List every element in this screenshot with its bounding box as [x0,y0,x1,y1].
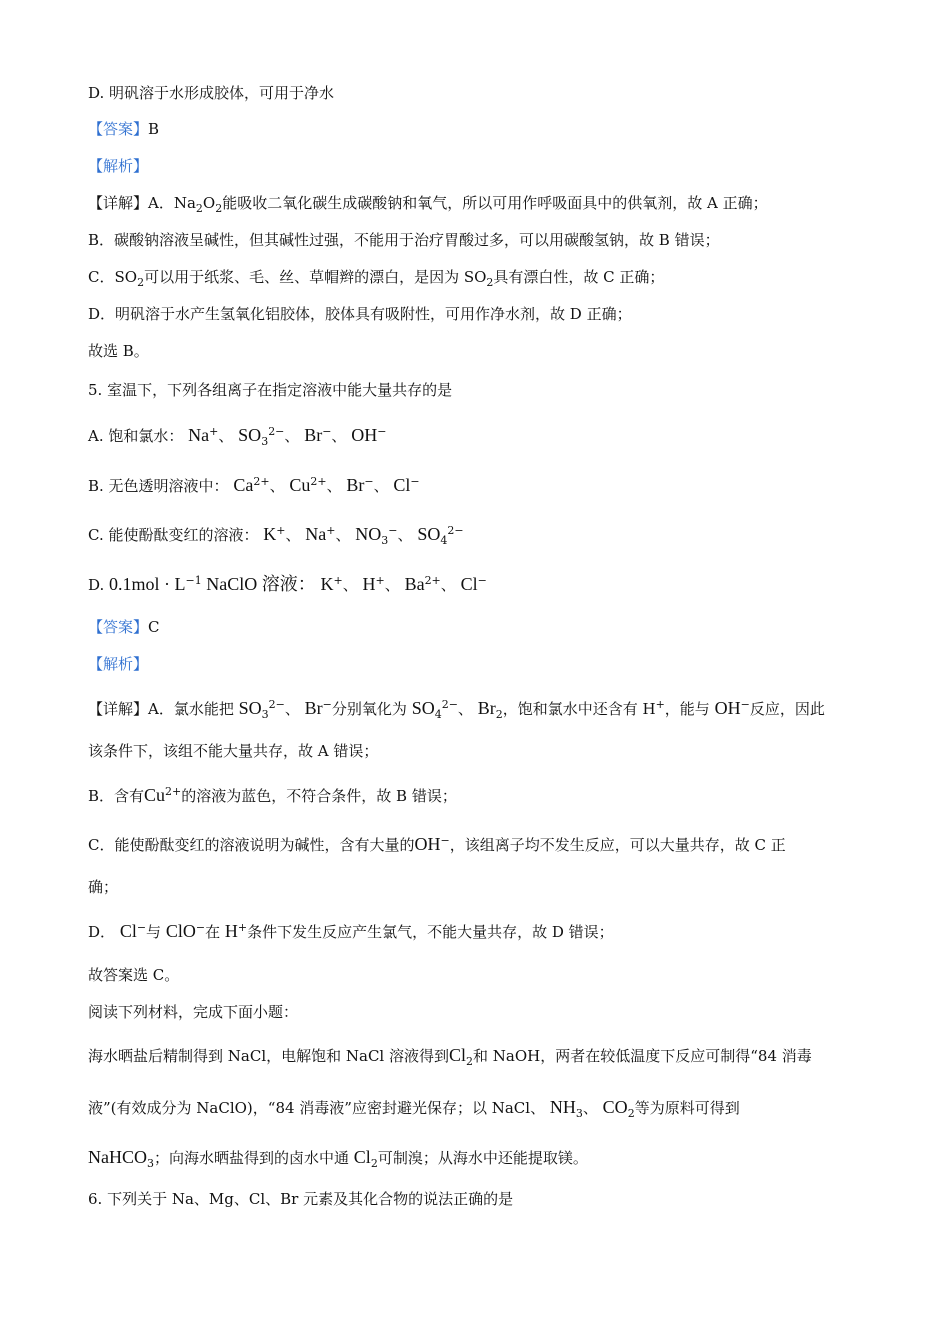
detail-line-c-2: C．能使酚酞变红的溶液说明为碱性，含有大量的OH−，该组离子均不发生反应，可以大量共存，故 C 正 [88,834,786,854]
detail-line-b-2: B．含有$Cu^{2+}$的溶液为蓝色，不符合条件，故 B 错误； [88,785,457,805]
question-5-option-a: A. 饱和氯水： Na+、 $SO_3^{2-}$、 Br−、 OH− [88,425,387,448]
answer-line: 【答案】B [88,120,160,138]
option-d-line: D. 明矾溶于水形成胶体，可用于净水 [88,84,335,102]
question-5-option-d: D. $0.1mol \cdot L^{-1}$ NaClO 溶液： K+、 H+、 $Ba^{2+}$、 Cl− [88,574,487,594]
question-5-stem: 5. 室温下，下列各组离子在指定溶液中能大量共存的是 [88,381,453,399]
material-line-3: NaHCO$_3$；向海水晒盐得到的卤水中通 $Cl_2$可制溴；从海水中还能提取镁。 [88,1147,588,1170]
conclusion-line: 故选 B。 [88,342,149,360]
question-5-option-c: C. 能使酚酞变红的溶液： K+、 Na+、 $NO_3^-$、 $SO_4^{2-}$ [88,524,464,547]
detail-line-c-2-cont: 确； [88,878,119,896]
analysis-tag-line [88,155,862,177]
material-line-1: 海水晒盐后精制得到 NaCl，电解饱和 NaCl 溶液得到$Cl_2$和 NaOH，两者在较低温度下反应可制得“84 消毒 [88,1045,812,1068]
analysis-tag-line-2 [88,653,862,675]
detail-line-b: B．碳酸钠溶液呈碱性，但其碱性过强，不能用于治疗胃酸过多，可以用碳酸氢钠，故 B 错误； [88,231,720,249]
material-line-2: 液”(有效成分为 NaClO)，“84 消毒液”应密封避光保存；以 NaCl、 $NH_3$、 $CO_2$等为原料可得到 [88,1097,740,1120]
detail-line-a-2: 【详解】A．氯水能把 $SO_3^{2-}$、 Br−分别氧化为 $SO_4^{2-}$、 $Br_2$，饱和氯水中还含有 H+，能与 OH−反应，因此 [88,698,825,721]
reading-prompt: 阅读下列材料，完成下面小题： [88,1003,299,1021]
question-6-stem: 6. 下列关于 Na、Mg、Cl、Br 元素及其化合物的说法正确的是 [88,1190,514,1208]
answer-tag: 【答案】 [88,618,149,636]
detail-line-a-2-cont: 该条件下，该组不能大量共存，故 A 错误； [88,742,379,760]
question-5-option-b: B. 无色透明溶液中： $Ca^{2+}$、 $Cu^{2+}$、 Br−、 Cl− [88,475,420,495]
detail-line-d: D．明矾溶于水产生氢氧化铝胶体，胶体具有吸附性，可用作净水剂，故 D 正确； [88,305,632,323]
detail-line-d-2: D． Cl−与 ClO−在 H+条件下发生反应产生氯气，不能大量共存，故 D 错误； [88,921,614,941]
conclusion-line-2: 故答案选 C。 [88,966,180,984]
analysis-tag: 【解析】 [88,655,149,673]
detail-line-a: 【详解】A．$Na_2O_2$能吸收二氧化碳生成碳酸钠和氧气，所以可用作呼吸面具中的供氧剂，故 A 正确； [88,194,768,215]
analysis-tag: 【解析】 [88,157,149,175]
answer-tag: 【答案】 [88,120,149,138]
detail-line-c: C．$SO_2$可以用于纸浆、毛、丝、草帽辫的漂白，是因为 $SO_2$具有漂白性，故 C 正确； [88,268,665,289]
answer-line-2: 【答案】C [88,618,160,636]
